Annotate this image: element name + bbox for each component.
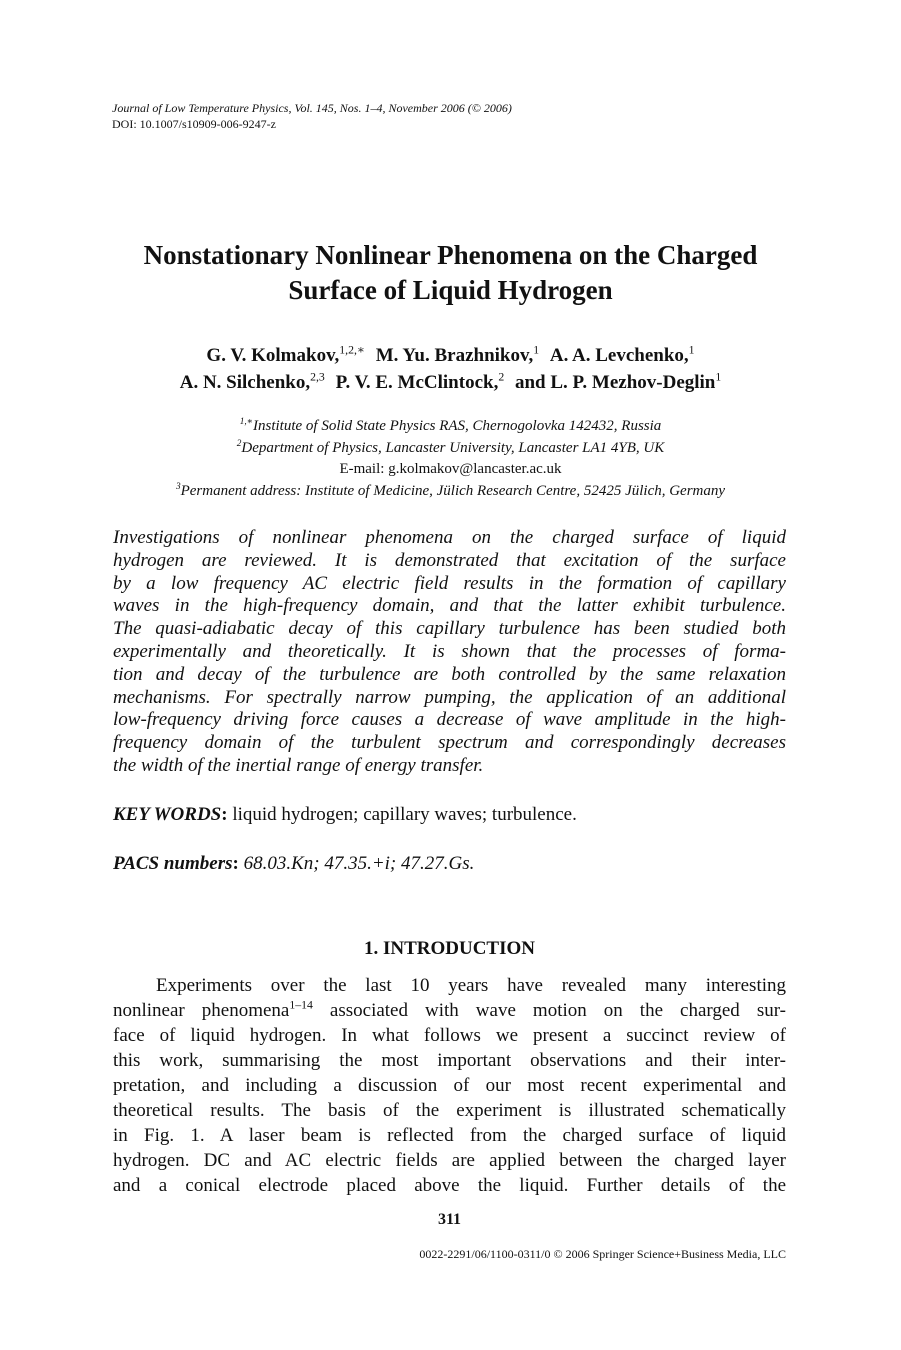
author-affil-marker: 2: [498, 370, 505, 384]
affil-text: Institute of Solid State Physics RAS, Chernogolovka 142432, Russia: [253, 418, 662, 434]
abstract-line: hydrogen are reviewed. It is demonstrated that excitation of the surface: [113, 549, 786, 571]
abstract: [113, 527, 786, 778]
affil-marker: 3: [175, 481, 181, 492]
page-number: 311: [437, 1211, 462, 1228]
author-name: and L. P. Mezhov-Deglin: [514, 372, 716, 393]
author-name: P. V. E. McClintock,: [335, 372, 499, 393]
abstract-line: the width of the inertial range of energy transfer.: [113, 754, 484, 776]
affiliations: [60, 416, 841, 502]
body-line: pretation, and including a discussion of our most recent experimental and: [113, 1075, 786, 1096]
body-text: nonlinear phenomena: [113, 1000, 290, 1021]
affil-marker: 2: [236, 438, 242, 449]
abstract-line: waves in the high-frequency domain, and that the latter exhibit turbulence.: [113, 595, 786, 617]
section-heading: 1. INTRODUCTION: [363, 938, 536, 959]
keywords: KEY WORDS: liquid hydrogen; capillary waves; turbulence.: [113, 804, 577, 825]
body-line: in Fig. 1. A laser beam is reflected from the charged surface of liquid: [113, 1125, 786, 1146]
author-affil-marker: 1: [715, 370, 722, 384]
author-line: [60, 342, 841, 369]
author: [376, 345, 539, 366]
abstract-line: by a low frequency AC electric field results in the formation of capillary: [113, 572, 786, 594]
body-line: [113, 998, 786, 1023]
body-line: theoretical results. The basis of the experiment is illustrated schematically: [113, 1100, 786, 1121]
keywords-text: liquid hydrogen; capillary waves; turbulence.: [227, 804, 577, 825]
abstract-line: Investigations of nonlinear phenomena on the charged surface of liquid: [113, 527, 786, 548]
author: [515, 372, 721, 393]
author: [550, 345, 695, 366]
author-affil-marker: 1: [533, 343, 540, 357]
author-list: [60, 342, 841, 396]
affil-text: Permanent address: Institute of Medicine, Jülich Research Centre, 52425 Jülich, Germany: [180, 482, 726, 499]
pacs-numbers: PACS numbers: 68.03.Kn; 47.35.+i; 47.27.Gs.: [113, 853, 475, 874]
keywords-label: KEY WORDS: [113, 804, 222, 825]
abstract-line: mechanisms. For spectrally narrow pumping, the application of an additional: [113, 686, 786, 708]
copyright-line: 0022-2291/06/1100-0311/0 © 2006 Springer Science+Business Media, LLC: [419, 1247, 786, 1261]
affil-text: Department of Physics, Lancaster University, Lancaster LA1 4YB, UK: [241, 439, 665, 456]
affiliation-line: [60, 481, 841, 503]
body-line: face of liquid hydrogen. In what follows we present a succinct review of: [113, 1025, 786, 1046]
author: [336, 372, 505, 393]
email-line: [60, 459, 841, 481]
author-name: A. A. Levchenko,: [549, 345, 689, 366]
body-line: this work, summarising the most important observations and their inter-: [113, 1050, 786, 1071]
citation-marker: 1–14: [289, 998, 313, 1012]
body-line: and a conical electrode placed above the liquid. Further details of the: [113, 1175, 786, 1196]
abstract-line: low-frequency driving force causes a decrease of wave amplitude in the high-: [113, 709, 786, 731]
author: [180, 372, 325, 393]
abstract-line: tion and decay of the turbulence are both controlled by the same relaxation: [113, 663, 786, 685]
introduction-body: [113, 973, 786, 1198]
author: [206, 345, 365, 366]
body-line: hydrogen. DC and AC electric fields are applied between the charged layer: [113, 1150, 786, 1171]
email-text: E-mail: g.kolmakov@lancaster.ac.uk: [339, 461, 562, 477]
journal-citation: Journal of Low Temperature Physics, Vol. 145, Nos. 1–4, November 2006 (© 2006): [112, 101, 512, 115]
abstract-line: The quasi-adiabatic decay of this capillary turbulence has been studied both: [113, 618, 786, 640]
pacs-text: 68.03.Kn; 47.35.+i; 47.27.Gs.: [238, 853, 475, 874]
author-line: [60, 369, 841, 396]
author-affil-marker: 1,2,∗: [339, 343, 365, 357]
author-name: A. N. Silchenko,: [179, 372, 311, 393]
author-name: G. V. Kolmakov,: [206, 345, 340, 366]
title-line: Surface of Liquid Hydrogen: [288, 275, 613, 305]
abstract-line: experimentally and theoretically. It is shown that the processes of forma-: [113, 640, 786, 662]
author-name: M. Yu. Brazhnikov,: [375, 345, 534, 366]
affiliation-line: [60, 416, 841, 438]
affil-marker: 1,∗: [239, 417, 253, 428]
body-text: associated with wave motion on the charged sur-: [312, 1000, 786, 1021]
affiliation-line: [60, 438, 841, 460]
abstract-line: frequency domain of the turbulent spectrum and correspondingly decreases: [113, 732, 786, 754]
body-line: Experiments over the last 10 years have revealed many interesting: [156, 975, 786, 996]
paper-title: [100, 238, 801, 308]
doi-line: DOI: 10.1007/s10909-006-9247-z: [112, 117, 276, 131]
title-line: Nonstationary Nonlinear Phenomena on the Charged: [143, 240, 758, 270]
pacs-label: PACS numbers: [113, 853, 233, 874]
author-affil-marker: 1: [688, 343, 695, 357]
author-affil-marker: 2,3: [310, 370, 325, 384]
